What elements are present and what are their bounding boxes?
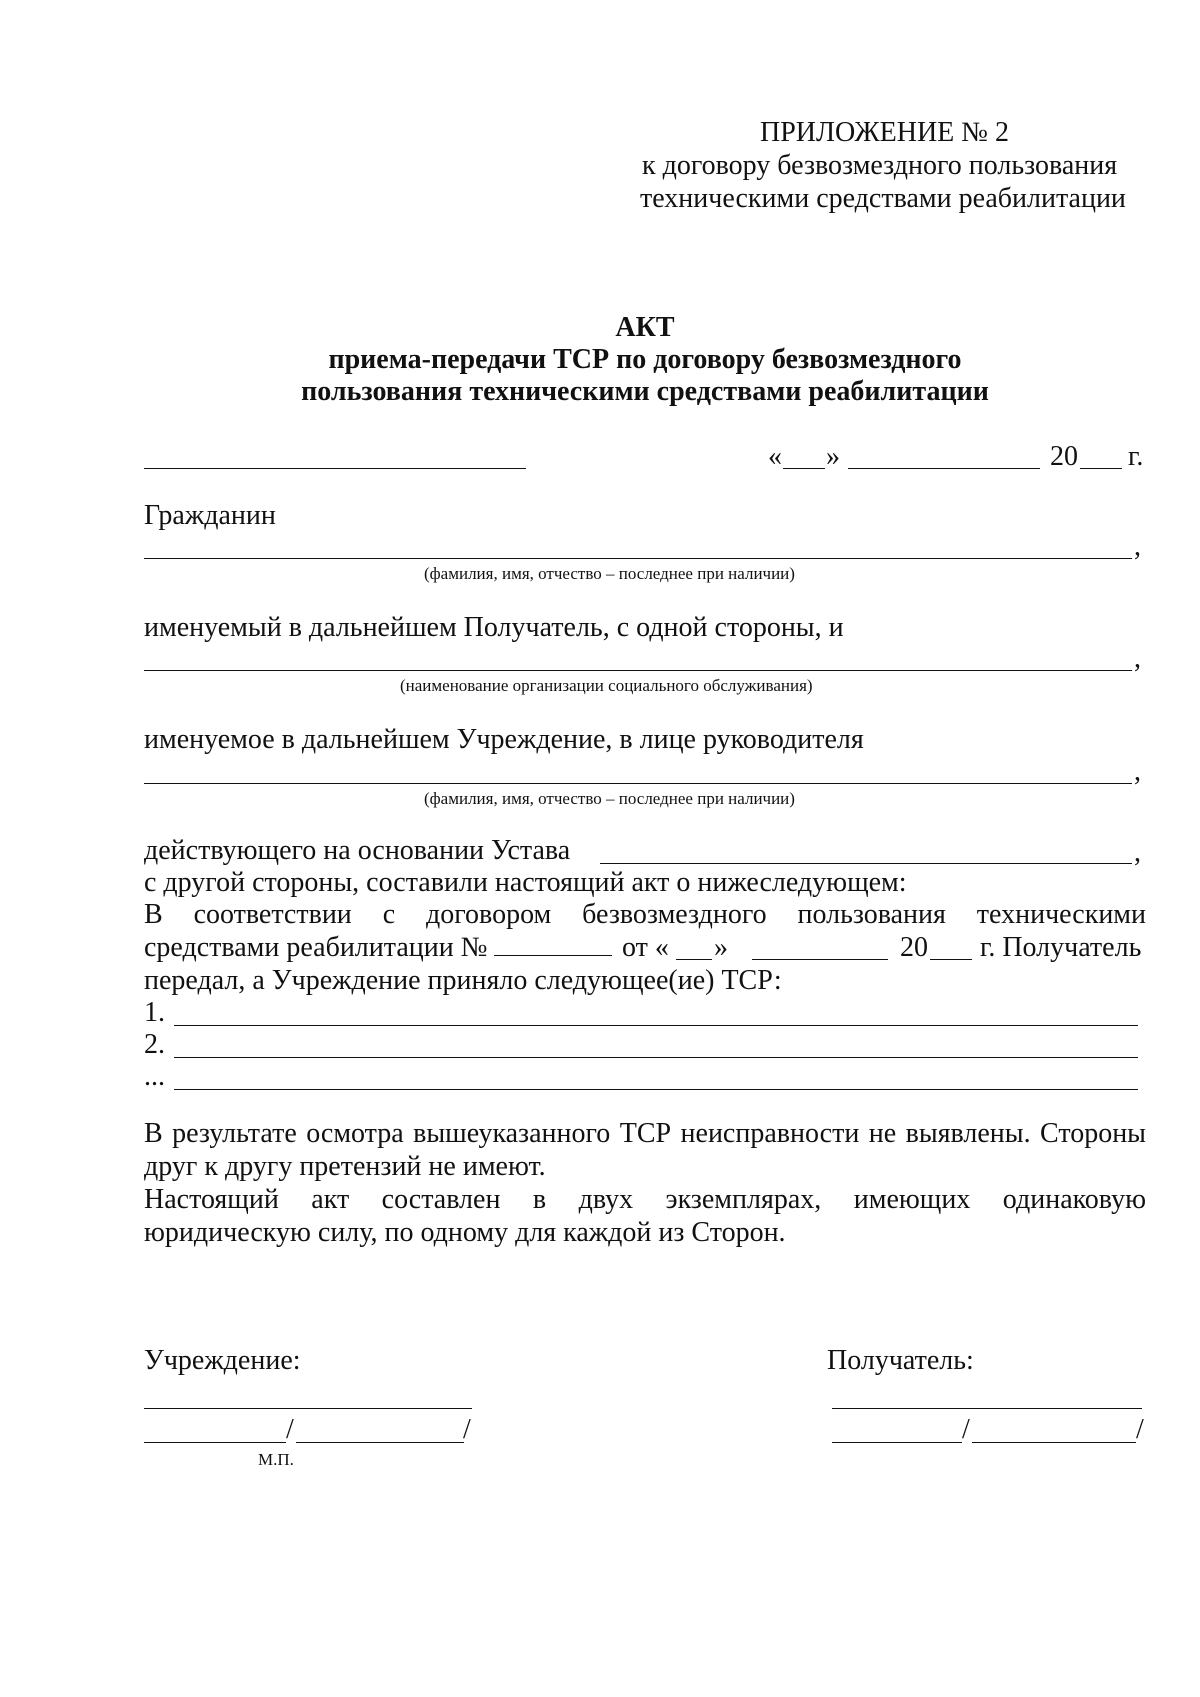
act-title: АКТ: [615, 312, 675, 343]
director-name-blank[interactable]: [144, 783, 1132, 784]
contract-number-blank[interactable]: [494, 954, 612, 956]
item-more-blank[interactable]: [174, 1089, 1138, 1090]
recipient-signature-blank[interactable]: [832, 1442, 962, 1443]
act-subtitle-line-2: пользования техническими средствами реабилитации: [301, 376, 989, 407]
citizen-comma: ,: [1134, 531, 1141, 562]
date-month-blank[interactable]: [848, 468, 1040, 469]
contract-year-suffix: г. Получатель: [980, 932, 1142, 963]
date-quote-open: «: [768, 441, 782, 472]
contract-day-blank[interactable]: [676, 959, 712, 960]
institution-text: именуемое в дальнейшем Учреждение, в лице руководителя: [144, 724, 864, 755]
date-quote-close: »: [826, 441, 840, 472]
paragraph-2-line-1: В результате осмотра вышеуказанного ТСР неисправности не выявлены. Стороны: [144, 1118, 1146, 1149]
paragraph-1-line-2: [144, 931, 612, 964]
institution-signature-decode-blank[interactable]: [296, 1442, 464, 1443]
recipient-text: именуемый в дальнейшем Получатель, с одной стороны, и: [144, 612, 844, 643]
stamp-place-label: М.П.: [258, 1450, 294, 1469]
charter-comma: ,: [1134, 837, 1141, 868]
director-comma: ,: [1134, 756, 1141, 787]
charter-blank[interactable]: [600, 863, 1132, 864]
recipient-signature-label: Получатель:: [827, 1345, 974, 1376]
organization-blank[interactable]: [144, 670, 1132, 671]
charter-text: действующего на основании Устава: [144, 835, 571, 866]
date-day-blank[interactable]: [783, 468, 825, 469]
recipient-signature-decode-blank[interactable]: [972, 1442, 1136, 1443]
institution-signature-label: Учреждение:: [144, 1345, 301, 1376]
appendix-line-1: к договору безвозмездного пользования: [642, 150, 1118, 181]
contract-quote-close: »: [714, 932, 728, 963]
paragraph-3-line-2: юридическую силу, по одному для каждой из Сторон.: [144, 1217, 786, 1248]
item-1-number: 1.: [144, 997, 165, 1028]
recipient-signature-slash-end: /: [1136, 1414, 1144, 1445]
place-blank[interactable]: [144, 468, 526, 469]
item-2-number: 2.: [144, 1029, 165, 1060]
item-more-number: ...: [144, 1061, 165, 1092]
citizen-name-hint: (фамилия, имя, отчество – последнее при наличии): [424, 564, 795, 583]
contract-year-blank[interactable]: [930, 959, 972, 960]
other-side-text: с другой стороны, составили настоящий акт о нижеследующем:: [144, 867, 907, 898]
appendix-title: ПРИЛОЖЕНИЕ № 2: [760, 117, 1009, 148]
paragraph-2-line-2: друг к другу претензий не имеют.: [144, 1151, 546, 1182]
institution-signature-slash-end: /: [463, 1414, 471, 1445]
appendix-line-2: техническими средствами реабилитации: [640, 183, 1126, 214]
contract-from-label: от «: [622, 932, 669, 963]
institution-signature-blank[interactable]: [144, 1442, 286, 1443]
item-2-blank[interactable]: [174, 1057, 1138, 1058]
contract-month-blank[interactable]: [752, 959, 888, 960]
date-year-prefix: 20: [1050, 441, 1078, 472]
recipient-signature-slash: /: [962, 1414, 970, 1445]
item-1-blank[interactable]: [174, 1025, 1138, 1026]
paragraph-1-line-1: В соответствии с договором безвозмездного пользования техническими: [144, 899, 1146, 930]
recipient-signature-name-blank[interactable]: [832, 1408, 1142, 1409]
institution-signature-name-blank[interactable]: [144, 1408, 472, 1409]
organization-hint: (наименование организации социального обслуживания): [400, 676, 813, 695]
citizen-name-blank[interactable]: [144, 558, 1132, 559]
paragraph-3-line-1: Настоящий акт составлен в двух экземплярах, имеющих одинаковую: [144, 1184, 1146, 1215]
date-year-suffix: г.: [1128, 441, 1144, 472]
director-name-hint: (фамилия, имя, отчество – последнее при наличии): [424, 789, 795, 808]
date-year-blank[interactable]: [1080, 468, 1122, 469]
institution-signature-slash: /: [286, 1414, 294, 1445]
paragraph-1-line-3: передал, а Учреждение приняло следующее(ие) ТСР:: [144, 965, 782, 996]
contract-number-label: средствами реабилитации №: [144, 932, 488, 963]
act-subtitle-line-1: приема-передачи ТСР по договору безвозмездного: [328, 344, 962, 375]
organization-comma: ,: [1134, 643, 1141, 674]
citizen-label: Гражданин: [144, 500, 276, 531]
contract-year-prefix: 20: [900, 932, 928, 963]
